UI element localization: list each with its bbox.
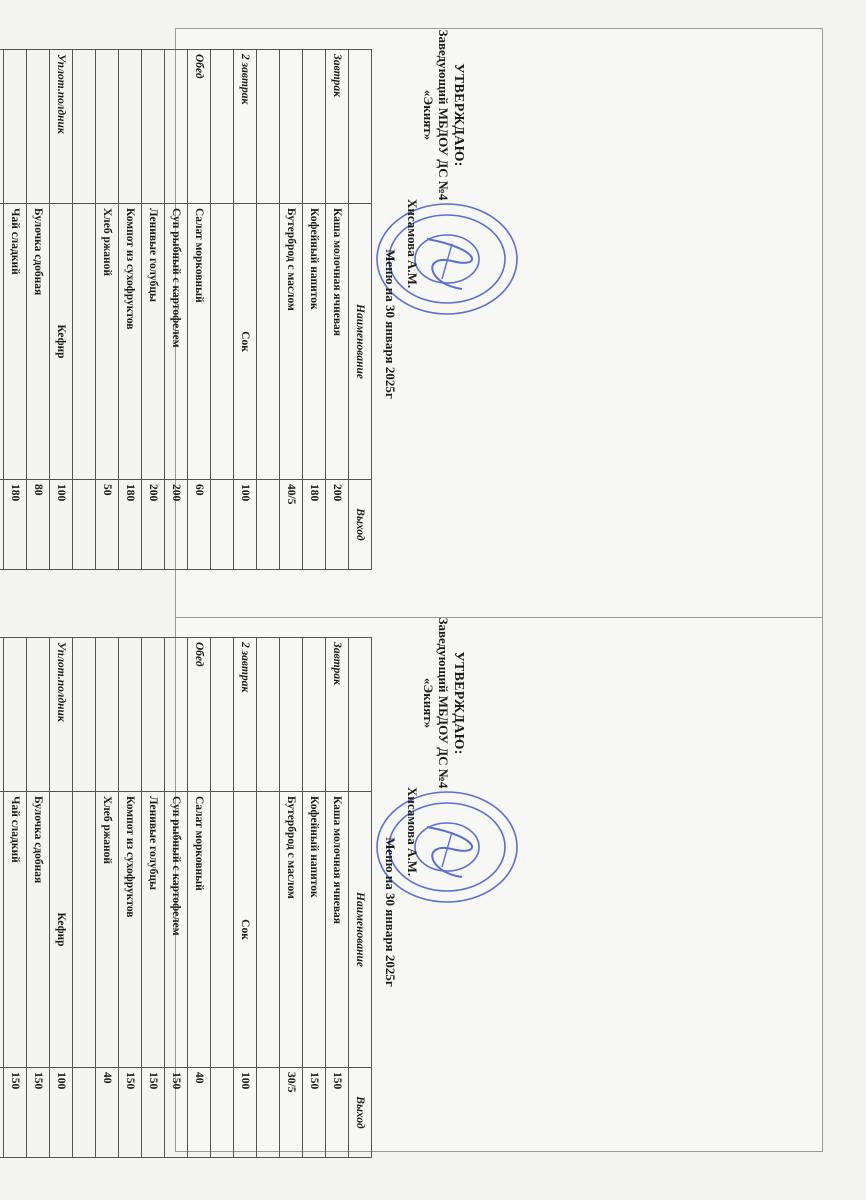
meal-cell: 2 завтрак xyxy=(234,638,257,792)
yield-cell xyxy=(73,480,96,570)
meal-cell xyxy=(96,638,119,792)
yield-cell: 40/5 xyxy=(280,480,303,570)
table-row xyxy=(257,638,280,1158)
menu-sheet-top xyxy=(9,29,822,589)
yield-cell xyxy=(0,1068,4,1158)
yield-cell: 80 xyxy=(27,480,50,570)
table-row xyxy=(50,638,73,1158)
yield-cell: 50 xyxy=(96,480,119,570)
approval-position: Заведующий МБДОУ ДС №4 xyxy=(436,29,451,201)
yield-cell: 180 xyxy=(4,480,27,570)
yield-cell: 40 xyxy=(188,1068,211,1158)
yield-cell xyxy=(73,1068,96,1158)
table-header-row xyxy=(349,638,372,1158)
yield-cell: 40 xyxy=(96,1068,119,1158)
meal-cell xyxy=(119,638,142,792)
dish-cell: Кефир xyxy=(50,792,73,1068)
meal-cell xyxy=(280,50,303,204)
table-row xyxy=(96,50,119,570)
header-yield: Выход xyxy=(349,480,372,570)
yield-cell: 150 xyxy=(165,1068,188,1158)
header-meal xyxy=(349,638,372,792)
yield-cell: 150 xyxy=(119,1068,142,1158)
dish-cell xyxy=(211,792,234,1068)
menu-table xyxy=(0,49,372,570)
menu-date: Меню на 30 января 2025г xyxy=(383,837,398,987)
table-row xyxy=(303,50,326,570)
meal-cell: Обед xyxy=(188,50,211,204)
manager-name: Хисамова А.М. xyxy=(405,787,420,877)
dish-cell xyxy=(0,204,4,480)
table-row xyxy=(73,50,96,570)
meal-cell xyxy=(165,638,188,792)
table-row xyxy=(326,50,349,570)
meal-cell xyxy=(211,638,234,792)
dish-cell xyxy=(257,204,280,480)
table-row xyxy=(27,50,50,570)
table-row xyxy=(27,638,50,1158)
table-row xyxy=(234,638,257,1158)
dish-cell: Чай сладкий xyxy=(4,792,27,1068)
table-row xyxy=(142,50,165,570)
meal-cell: Завтрак xyxy=(326,638,349,792)
yield-cell xyxy=(0,480,4,570)
table-row xyxy=(4,638,27,1158)
dish-cell: Ленивые голубцы xyxy=(142,204,165,480)
header-yield: Выход xyxy=(349,1068,372,1158)
table-row xyxy=(211,638,234,1158)
dish-cell: Сок xyxy=(234,792,257,1068)
table-row xyxy=(234,50,257,570)
table-row xyxy=(257,50,280,570)
approval-title: УТВЕРЖДАЮ: xyxy=(451,651,466,755)
meal-cell xyxy=(142,50,165,204)
document-page xyxy=(9,28,823,1152)
table-row xyxy=(0,638,4,1158)
meal-cell xyxy=(211,50,234,204)
dish-cell: Бутерброд с маслом xyxy=(280,792,303,1068)
table-row xyxy=(73,638,96,1158)
header-meal xyxy=(349,50,372,204)
dish-cell: Кефир xyxy=(50,204,73,480)
meal-cell xyxy=(303,50,326,204)
dish-cell: Бутерброд с маслом xyxy=(280,204,303,480)
meal-cell xyxy=(4,638,27,792)
yield-cell: 100 xyxy=(234,1068,257,1158)
yield-cell xyxy=(257,480,280,570)
table-row xyxy=(326,638,349,1158)
dish-cell: Суп рыбный с картофелем xyxy=(165,204,188,480)
meal-cell xyxy=(165,50,188,204)
header-dish: Наименование xyxy=(349,792,372,1068)
dish-cell xyxy=(73,792,96,1068)
table-row xyxy=(0,50,4,570)
table-row xyxy=(96,638,119,1158)
meal-cell xyxy=(73,50,96,204)
meal-cell xyxy=(0,50,4,204)
table-row xyxy=(165,50,188,570)
table-row xyxy=(211,50,234,570)
yield-cell xyxy=(257,1068,280,1158)
dish-cell xyxy=(257,792,280,1068)
meal-cell xyxy=(119,50,142,204)
table-row xyxy=(188,50,211,570)
table-row xyxy=(303,638,326,1158)
dish-cell: Сок xyxy=(234,204,257,480)
meal-cell xyxy=(4,50,27,204)
yield-cell: 200 xyxy=(165,480,188,570)
menu-table xyxy=(0,637,372,1158)
table-row xyxy=(142,638,165,1158)
meal-cell xyxy=(27,50,50,204)
yield-cell: 150 xyxy=(27,1068,50,1158)
meal-cell xyxy=(96,50,119,204)
approval-org: «Экият» xyxy=(421,89,436,141)
dish-cell: Суп рыбный с картофелем xyxy=(165,792,188,1068)
table-row xyxy=(50,50,73,570)
table-row xyxy=(280,638,303,1158)
dish-cell xyxy=(73,204,96,480)
header-dish: Наименование xyxy=(349,204,372,480)
meal-cell: Обед xyxy=(188,638,211,792)
menu-date: Меню на 30 января 2025г xyxy=(383,249,398,399)
meal-cell xyxy=(0,638,4,792)
dish-cell: Салат морковный xyxy=(188,792,211,1068)
approval-block xyxy=(421,29,466,201)
table-row xyxy=(188,638,211,1158)
dish-cell: Салат морковный xyxy=(188,204,211,480)
approval-position: Заведующий МБДОУ ДС №4 xyxy=(436,617,451,789)
dish-cell: Кофейный напиток xyxy=(303,204,326,480)
manager-name: Хисамова А.М. xyxy=(405,199,420,289)
dish-cell: Ленивые голубцы xyxy=(142,792,165,1068)
meal-cell: Уплот.полдник xyxy=(50,638,73,792)
table-header-row xyxy=(349,50,372,570)
dish-cell xyxy=(211,204,234,480)
yield-cell: 150 xyxy=(326,1068,349,1158)
meal-cell: Уплот.полдник xyxy=(50,50,73,204)
meal-cell xyxy=(257,638,280,792)
meal-cell xyxy=(27,638,50,792)
yield-cell: 150 xyxy=(303,1068,326,1158)
table-row xyxy=(4,50,27,570)
meal-cell: 2 завтрак xyxy=(234,50,257,204)
meal-cell xyxy=(303,638,326,792)
menu-sheet-rotated xyxy=(9,29,822,589)
dish-cell: Компот из сухофруктов xyxy=(119,792,142,1068)
dish-cell: Каша молочная ячневая xyxy=(326,204,349,480)
menu-sheet-rotated xyxy=(9,617,822,1177)
meal-cell xyxy=(73,638,96,792)
table-row xyxy=(119,638,142,1158)
approval-org: «Экият» xyxy=(421,677,436,729)
yield-cell: 100 xyxy=(234,480,257,570)
meal-cell xyxy=(257,50,280,204)
dish-cell: Булочка сдобная xyxy=(27,204,50,480)
dish-cell: Булочка сдобная xyxy=(27,792,50,1068)
approval-title: УТВЕРЖДАЮ: xyxy=(451,63,466,167)
yield-cell: 30/5 xyxy=(280,1068,303,1158)
yield-cell: 200 xyxy=(142,480,165,570)
yield-cell: 180 xyxy=(303,480,326,570)
meal-cell xyxy=(280,638,303,792)
yield-cell: 150 xyxy=(4,1068,27,1158)
yield-cell: 150 xyxy=(142,1068,165,1158)
yield-cell xyxy=(211,1068,234,1158)
dish-cell: Каша молочная ячневая xyxy=(326,792,349,1068)
yield-cell xyxy=(211,480,234,570)
dish-cell: Чай сладкий xyxy=(4,204,27,480)
table-row xyxy=(165,638,188,1158)
menu-sheet-bottom xyxy=(9,617,822,1177)
yield-cell: 200 xyxy=(326,480,349,570)
meal-cell xyxy=(142,638,165,792)
dish-cell: Хлеб ржаной xyxy=(96,204,119,480)
yield-cell: 180 xyxy=(119,480,142,570)
dish-cell xyxy=(0,792,4,1068)
yield-cell: 100 xyxy=(50,480,73,570)
approval-block xyxy=(421,617,466,789)
dish-cell: Хлеб ржаной xyxy=(96,792,119,1068)
yield-cell: 100 xyxy=(50,1068,73,1158)
table-row xyxy=(119,50,142,570)
dish-cell: Компот из сухофруктов xyxy=(119,204,142,480)
meal-cell: Завтрак xyxy=(326,50,349,204)
table-row xyxy=(280,50,303,570)
dish-cell: Кофейный напиток xyxy=(303,792,326,1068)
yield-cell: 60 xyxy=(188,480,211,570)
